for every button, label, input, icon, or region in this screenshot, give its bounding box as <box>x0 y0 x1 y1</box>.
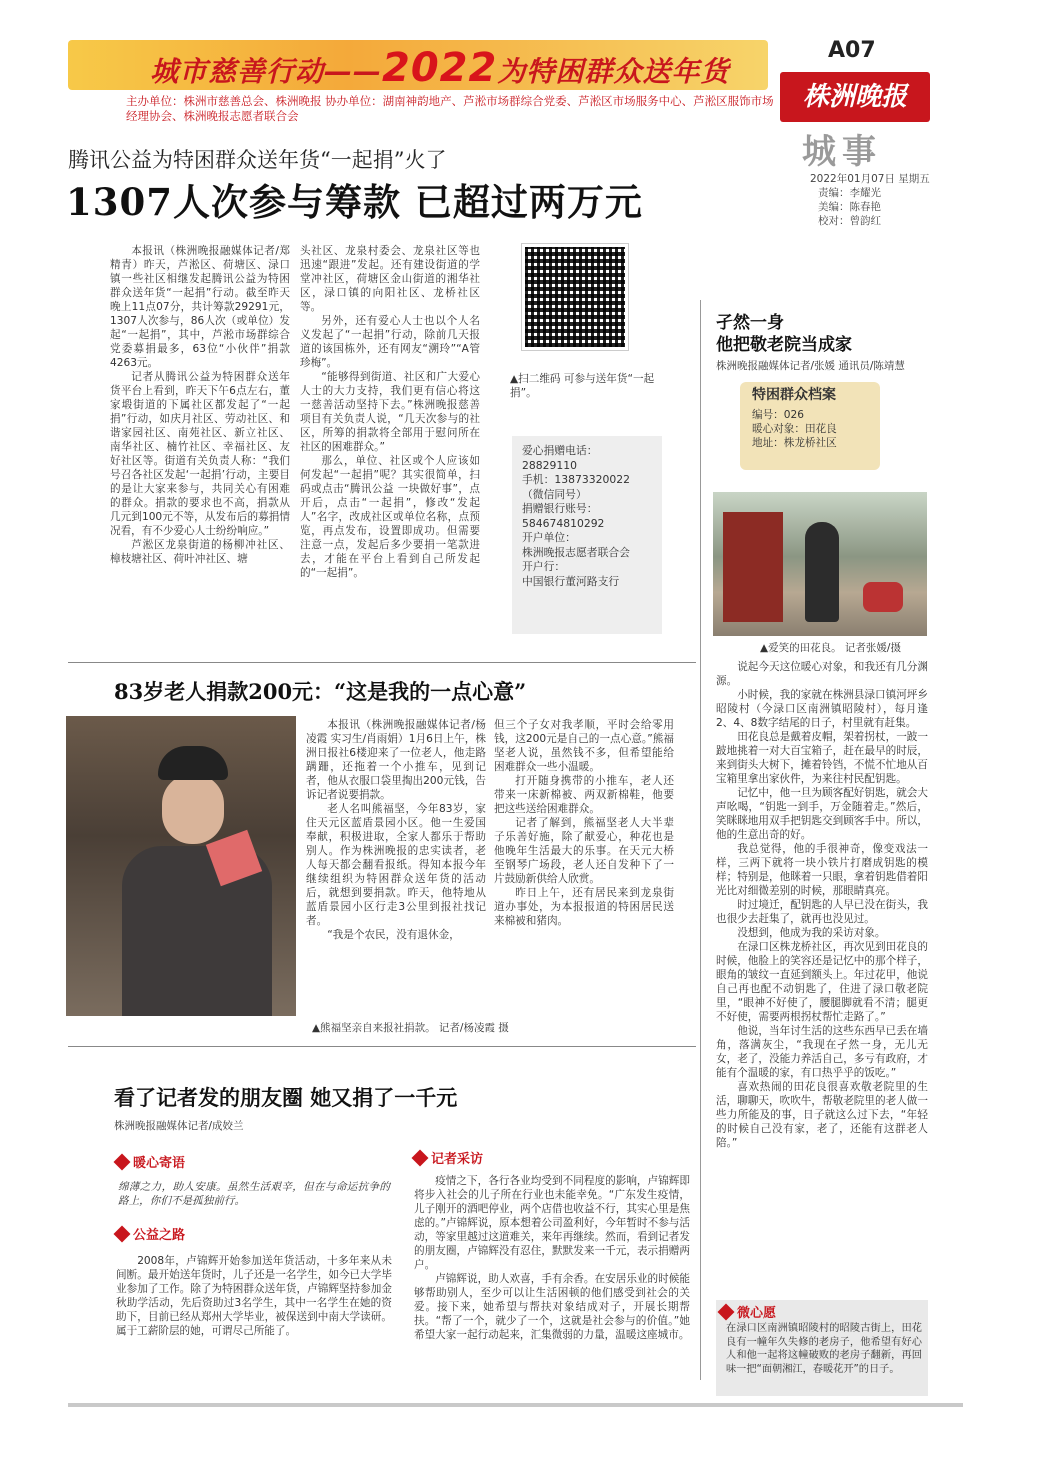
designer: 美编：陈春艳 <box>818 201 881 213</box>
photo-person <box>805 522 839 622</box>
donate-line: （微信同号） <box>522 487 587 501</box>
sidebar-title <box>716 312 852 356</box>
banner-right: 为特困群众送年货 <box>497 55 730 88</box>
story2-column-1 <box>306 718 486 942</box>
warm-label-text: 暖心寄语 <box>133 1156 186 1171</box>
photo-hat <box>158 746 228 780</box>
story2-headline: 83岁老人捐款200元：“这是我的一点心意” <box>114 679 527 704</box>
paragraph: “能够得到街道、社区和广大爱心人士的大力支持，我们更有信心将这一慈善活动坚持下去。”株洲晚报慈善项目有关负责人说，“几天次参与的社区，所筹的捐款将全部用于慰问所在社区的困难群众。” <box>300 371 480 453</box>
tag-target: 暖心对象：田花良 <box>752 423 837 435</box>
newspaper-logo: 株洲晚报 <box>780 72 930 122</box>
road-label-text: 公益之路 <box>133 1228 186 1243</box>
paragraph: 老人名叫熊福坚，今年83岁，家住天元区蓝盾景园小区。他一生爱国奉献，积极进取，全家人都乐于帮助别人。作为株洲晚报的忠实读者，老人每天都会翻看报纸。得知本报今年继续组织为特困群众送年货的活动后，就想到要捐款。昨天，他特地从蓝盾景园小区行走3公里到报社找记者。 <box>306 803 486 927</box>
paragraph: 小时候，我的家就在株洲县渌口镇河坪乡昭陵村（今渌口区南洲镇昭陵村），每月逢2、4、8数字结尾的日子，村里就有赶集。 <box>716 689 928 729</box>
banner-year: 2022 <box>382 45 498 91</box>
photo-scooter <box>863 582 903 612</box>
donate-line: 开户行： <box>522 560 566 573</box>
paragraph: 记忆中，他一旦为顾客配好钥匙，就会大声吆喝，“钥匙一到手，万金随着走。”然后，笑眯眯地用双手把钥匙交到顾客手中。所以，他的生意出奇的好。 <box>716 787 928 841</box>
sidebar-title-line1: 孑然一身 <box>716 313 784 333</box>
lead-column-2 <box>300 244 480 580</box>
lead-column-1 <box>110 244 290 566</box>
editor: 责编：李耀光 <box>818 187 881 199</box>
sidebar-title-line2: 他把敬老院当成家 <box>716 335 852 355</box>
road-text <box>116 1254 392 1338</box>
photo-shop <box>723 512 783 622</box>
paragraph: 田花良总是戴着皮帽，架着拐杖，一跛一跛地挑着一对大百宝箱子，赶在最早的时辰，来到街头大树下，摊着铃铛，不慌不忙地从百宝箱里拿出家伙件，为来往村民配钥匙。 <box>716 731 928 785</box>
paragraph: 昨日上午，还有居民来到龙泉街道办事处，为本报报道的特困居民送来棉被和猪肉。 <box>494 887 674 927</box>
paragraph: 他说，当年讨生活的这些东西早已丢在墙角，落满灰尘，“我现在孑然一身，无儿无女，老了，没能力养活自己，多亏有政府，才能有个温暖的家，有口热乎乎的饭吃。” <box>716 1025 928 1079</box>
lead-headline: 1307人次参与筹款 已超过两万元 <box>66 180 643 224</box>
donate-line: 手机：13873320022 <box>522 473 630 486</box>
photo-face <box>162 774 224 844</box>
paragraph: 时过境迁，配钥匙的人早已没在街头，我也很少去赶集了，就再也没见过。 <box>716 899 928 925</box>
donate-line: 中国银行董河路支行 <box>522 574 620 588</box>
donate-line: 爱心捐赠电话： <box>522 444 598 457</box>
story3-byline: 株洲晚报融媒体记者/成姣兰 <box>114 1120 244 1132</box>
section-divider <box>68 1046 696 1047</box>
qr-code[interactable] <box>522 244 628 350</box>
wish-text: 在渌口区南洲镇昭陵村的昭陵古街上，田花良有一幢年久失修的老房子，他希望有好心人和他一起将这幢破败的老房子翻新，再回味一把“面朝湘江，春暖花开”的日子。 <box>726 1323 922 1375</box>
page-number: A07 <box>828 38 876 63</box>
donate-line: 株洲晚报志愿者联合会 <box>522 545 630 559</box>
tag-address: 地址：株龙桥社区 <box>752 437 837 449</box>
paragraph: 疫情之下，各行各业均受到不同程度的影响，卢锦辉即将步入社会的儿子所在行业也未能幸免。“广东发生疫情，儿子刚开的酒吧停业，两个店借也收益不行，其实心里是焦虑的。”卢锦辉说，原本想着公司盈利好，今年暂时不参与活动，等家里越过这道难关，来年再继续。然而，看到记者发的朋友圈，卢锦辉没有忍住，默默发来一千元，表示捐赠两户。 <box>414 1175 690 1271</box>
sponsors: 主办单位：株洲市慈善总会、株洲晚报 协办单位：湖南神韵地产、芦淞市场群综合党委、芦淞区市场服务中心、芦淞区服饰市场经理协会、株洲晚报志愿者联合会 <box>126 94 774 123</box>
paragraph: 但三个子女对我孝顺，平时会给零用钱，这200元是自己的一点心意。”熊福坚老人说，虽然钱不多，但希望能给困难群众一些小温暖。 <box>494 719 674 773</box>
donate-line: 捐赠银行账号： <box>522 502 598 515</box>
photo-elderly-man-money <box>66 716 296 1016</box>
lead-kicker: 腾讯公益为特困群众送年货“一起捐”火了 <box>68 148 447 172</box>
diamond-icon <box>412 1149 429 1166</box>
diamond-icon <box>114 1153 131 1170</box>
paragraph: 打开随身携带的小推车，老人还带来一床新棉被、两双新棉鞋，他要把这些送给困难群众。 <box>494 775 674 815</box>
photo-elderly-man-street <box>713 492 927 636</box>
paragraph: “我是个农民，没有退休金， <box>327 929 460 941</box>
story2-photo-caption: ▲熊福坚亲自来报社捐款。 记者/杨凌霞 摄 <box>312 1022 509 1034</box>
donate-line: 28829110 <box>522 458 577 472</box>
paragraph: 我总觉得，他的手很神奇，像变戏法一样，三两下就将一块小铁片打磨成钥匙的模样；特别是，他眯着一只眼，拿着钥匙借着阳光比对细微差别的时候，那眼睛真亮。 <box>716 843 928 897</box>
paragraph: 没想到，他成为我的采访对象。 <box>737 927 886 939</box>
banner-title <box>150 45 729 91</box>
sidebar-byline: 株洲晚报融媒体记者/张媛 通讯员/陈靖慧 <box>716 360 905 372</box>
donate-line: 开户单位： <box>522 531 576 544</box>
warm-label <box>116 1152 185 1171</box>
story3-headline: 看了记者发的朋友圈 她又捐了一千元 <box>114 1085 458 1110</box>
tag-number: 编号：026 <box>752 409 805 421</box>
sidebar-body <box>716 660 928 1150</box>
interview-text <box>414 1174 690 1342</box>
paragraph: 说起今天这位暖心对象，和我还有几分渊源。 <box>716 661 928 687</box>
tag-title: 特困群众档案 <box>752 387 836 403</box>
paragraph: 2008年，卢锦辉开始参加送年货活动，十多年来从未间断。最开始送年货时，儿子还是一名学生，如今已大学毕业参加了工作。除了为特困群众送年货，卢锦辉坚持参加金秋助学活动，先后资助过3名学生，其中一名学生在她的资助下，目前已经从郑州大学毕业，被保送到中南大学读研。属于工薪阶层的她，可谓尽己所能了。 <box>116 1255 392 1337</box>
road-label <box>116 1224 185 1243</box>
section-title: 城事 <box>802 132 882 172</box>
paragraph: 那么，单位、社区或个人应该如何发起“一起捐”呢？其实很简单，扫码或点击“腾讯公益 一块做好事”，点开后，点击“一起捐”，修改“发起人”名字，改成社区或单位名称，点预览，再点发布，设置即成功。但需要注意一点，发起后多少要捐一笔款进去，才能在平台上看到自己所发起的“一起捐”。 <box>300 455 480 579</box>
paragraph: 喜欢热闹的田花良很喜欢敬老院里的生活，聊聊天，吹吹牛，帮敬老院里的老人做一些力所能及的事，日子就这么过下去，“年轻的时候自己没有家，老了，还能有这群老人陪。” <box>716 1081 928 1149</box>
diamond-icon <box>718 1303 735 1320</box>
section-divider <box>68 662 696 663</box>
paragraph: 本报讯（株洲晚报融媒体记者/郑精青）昨天，芦淞区、荷塘区、渌口镇一些社区相继发起腾讯公益为特困群众送年货“一起捐”行动。截至昨天晚上11点07分，共计筹款29291元，1307人次参与，86人次（或单位）发起“一起捐”，其中，芦淞市场群综合党委募捐最多，63位“小伙伴”捐款4263元。 <box>110 245 290 369</box>
paragraph: 芦淞区龙泉街道的杨柳冲社区、樟枝塘社区、荷叶冲社区、塘 <box>110 539 290 565</box>
issue-date: 2022年01月07日 星期五 <box>810 173 930 185</box>
donation-info <box>512 436 662 634</box>
proofreader: 校对：曾韵红 <box>818 215 881 227</box>
diamond-icon <box>114 1225 131 1242</box>
paragraph: 在渌口区株龙桥社区，再次见到田花良的时候，他脸上的笑容还是记忆中的那个样子，眼角的皱纹一直延到额头上。年过花甲，他说自己再也配不动钥匙了，住进了渌口敬老院里，“眼神不好使了，腰腿脚就看不清；腿更不好使，需要两根拐杖帮忙走路了。” <box>716 941 928 1023</box>
paragraph: 记者从腾讯公益为特困群众送年货平台上看到，昨天下午6点左右，董家塅街道的下属社区都发起了“一起捐”行动，如庆月社区、劳动社区、和谐家园社区、南苑社区、新立社区、南华社区、楠竹社区、幸福社区、友好社区等。街道有关负责人称：“我们号召各社区发起‘一起捐’行动，主要目的是让大家来参与，共同关心有困难的群众。捐款的要求也不高，捐款从几元到100元不等，从发布后的募捐情况看，有不少爱心人士纷纷响应。” <box>110 371 290 537</box>
donate-line: 584674810292 <box>522 516 605 530</box>
paragraph: 另外，还有爱心人士也以个人名义发起了“一起捐”行动，除前几天报道的该国栋外，还有网友“溯玲”“A管珍梅”。 <box>300 315 480 369</box>
profile-tag <box>740 382 880 470</box>
paragraph: 头社区、龙泉村委会、龙泉社区等也迅速“跟进”发起。还有建设街道的学堂冲社区，荷塘区金山街道的湘华社区，渌口镇的向阳社区、龙桥社区等。 <box>300 245 480 313</box>
sidebar-photo-caption: ▲爱笑的田花良。 记者张媛/摄 <box>760 642 901 654</box>
footer-line <box>68 1403 963 1407</box>
paragraph: 记者了解到，熊福坚老人大半辈子乐善好施，除了献爱心，种花也是他晚年生活最大的乐事。在天元大桥至钢琴广场段，老人还自发种下了一片鼓励新供给人欣赏。 <box>494 817 674 885</box>
qr-caption: ▲扫二维码 可参与送年货“一起捐”。 <box>510 373 655 399</box>
story2-column-2 <box>494 718 674 928</box>
interview-label-text: 记者采访 <box>431 1152 484 1167</box>
wish-label <box>720 1302 776 1321</box>
paragraph: 本报讯（株洲晚报融媒体记者/杨凌霞 实习生/肖雨娟）1月6日上午，株洲日报社6楼迎来了一位老人，他走路蹒跚，还拖着一个小推车，见到记者，他从衣服口袋里掏出200元钱，告诉记者说要捐款。 <box>306 719 486 801</box>
interview-label <box>414 1148 483 1167</box>
column-divider <box>700 300 701 1380</box>
banner-left: 城市慈善行动—— <box>150 55 383 88</box>
paragraph: 卢锦辉说，助人欢喜，手有余香。在安居乐业的时候能够帮助别人，至少可以让生活困顿的他们感受到社会的关爱。接下来，她希望与帮扶对象结成对子，开展长期帮扶。“帮了一个，就少了一个，这就是社会参与的价值。”她希望大家一起行动起来，汇集微弱的力量，温暖这座城市。 <box>414 1273 690 1341</box>
issue-meta <box>810 172 930 228</box>
warm-text: 绵薄之力，助人安康。虽然生活艰辛，但在与命运抗争的路上，你们不是孤独前行。 <box>118 1181 390 1207</box>
wish-label-text: 微心愿 <box>737 1306 777 1321</box>
